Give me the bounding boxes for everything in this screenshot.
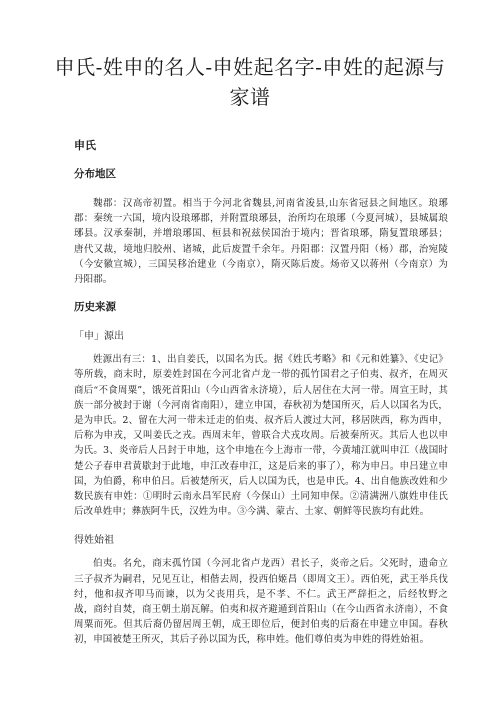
ancestor-text: 伯夷。名允，商末孤竹国（今河北省卢龙西）君长子，炎帝之后。父死时，遗命立三子叔齐为嗣君，兄见互让，相偕去周，投西伯姬昌（即周文王）。西伯死，武王举兵伐纣，他和叔齐叩马而谏，以为父丧用兵，是不孝、不仁。武王严辞拒之，后经牧野之战，商纣自焚，商王朝土崩瓦解。伯夷和叔齐避遁到首阳山（在今山西省永济南），不食周粟而死。但其后裔仍留居周王朝，成王即位后，便封伯夷的后裔在申建立申国。春秋初，申国被楚王所灭，其后子孙以国为氏，称申姓。他们尊伯夷为申姓的得姓始祖。 xyxy=(74,558,448,646)
ancestor-subheading: 得姓始祖 xyxy=(74,535,114,547)
origin-subheading: 「申」源出 xyxy=(74,331,124,343)
page-title: 申氏-姓申的名人-申姓起名字-申姓的起源与家谱 xyxy=(54,55,446,109)
history-heading: 历史来源 xyxy=(74,301,116,314)
distribution-heading: 分布地区 xyxy=(74,168,116,180)
surname-heading: 申氏 xyxy=(74,139,96,152)
distribution-text: 魏郡：汉高帝初置。相当于今河北省魏县,河南省浚县,山东省冠县之间地区。琅琊郡：秦统一六国，境内设琅琊郡，并附置琅琊县，治所均在琅琊（今夏河城），县城属琅琊县。汉承秦制，并增琅琊国、桓县和祝兹侯国治于境内；晋省琅琊，隋复置琅琊县；唐代又裁，境地归胶州、诸城，此后废置千余年。丹阳郡：汉置丹阳（杨）郡，治宛陵（今安徽宣城），三国吴移治建业（今南京），隋灭陈后废。炀帝又以蒋州（今南京）为丹阳郡。 xyxy=(74,198,448,286)
origin-text: 姓源出有三：1、出自姜氏，以国名为氏。据《姓氏考略》和《元和姓纂》、《史记》等所载，商末时，原姜姓封国在今河北省卢龙一带的孤竹国君之子伯夷、叔齐，在周灭商后“不食周粟”，饿死首阳山（今山西省永济境），后人居住在大河一带。周宣王时，其族一部分被封于谢（今河南省南阳），建立申国，春秋初为楚国所灭，后人以国名为氏，是为申氏。2、留在大河一带未迁走的伯夷、叔齐后人渡过大河，移居陕西，称为西申，后称为申戎，又叫姜氏之戎。西周末年，曾联合犬戎攻周。后被秦所灭。其后人也以申为氏。3、炎帝后人吕封于申地，这个申地在今上海市一带，今黄埔江就叫申江（战国时楚公子春申君黄歇封于此地，申江改春申江，这是后来的事了），称为申吕。申吕建立申国，为伯爵，称申伯吕。后被楚所灭，后人以国为氏，也是申氏。4、出自他族改姓和少数民族有申姓：①明时云南永昌军民府（今保山）土同知申保。②清满洲八旗姓申佳氏后改单姓申；彝族阿牛氏，汉姓为申。③今满、蒙古、土家、朝鲜等民族均有此姓。 xyxy=(74,354,448,518)
